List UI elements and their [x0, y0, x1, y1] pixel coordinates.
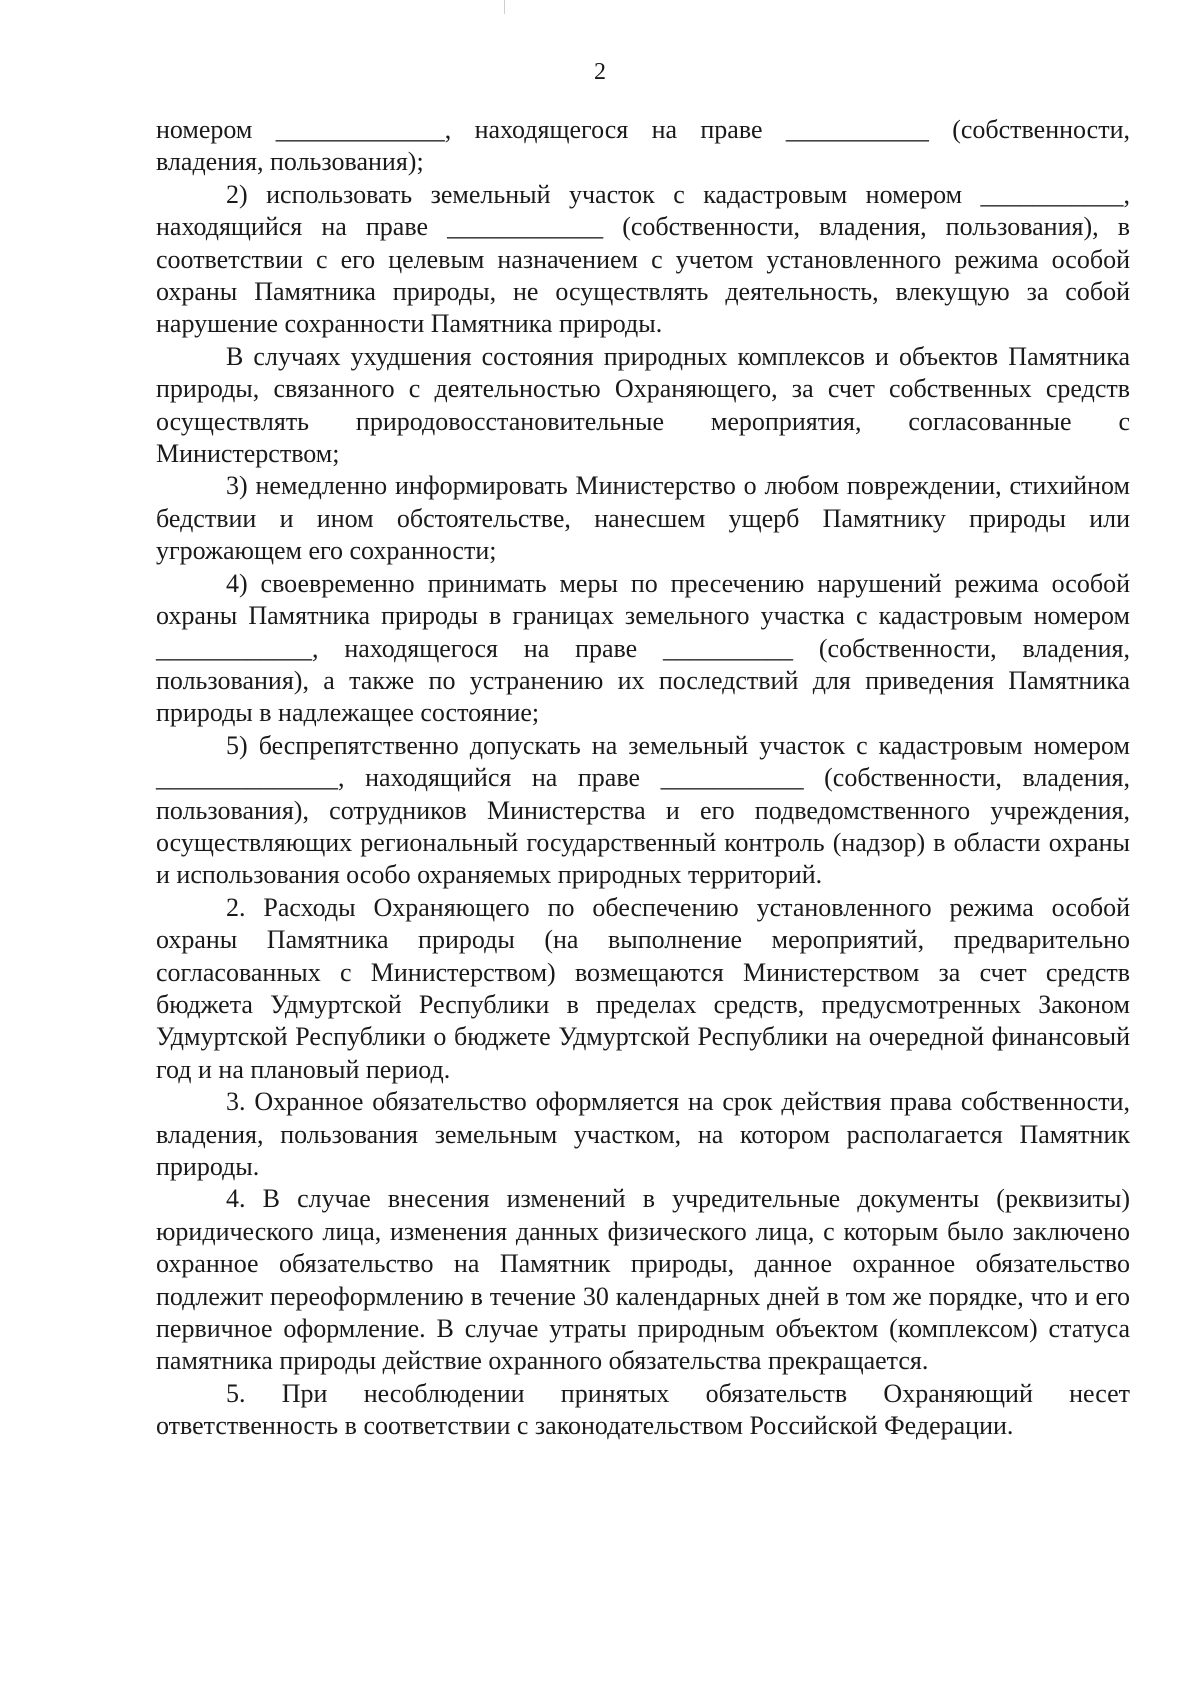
paragraph-damage-restoration: В случаях ухудшения состояния природных комплексов и объектов Памятника природы, связанного с деятельностью Охраняющего, за счет собственных средств осуществлять природовосстановительные мероприятия, согласованные с Министерством;	[156, 341, 1130, 469]
paragraph-section-3: 3. Охранное обязательство оформляется на срок действия права собственности, владения, пользования земельным участком, на котором располагается Памятник природы.	[156, 1087, 1130, 1181]
paragraph-item-5: 5) беспрепятственно допускать на земельный участок с кадастровым номером ______________, находящийся на праве ___________ (собственности, владения, пользования), сотрудников Министерства и его подведомственного учреждения, осуществляющих региональный государственный контроль (надзор) в области охраны и использования особо охраняемых природных территорий.	[156, 730, 1130, 890]
paragraph-item-2: 2) использовать земельный участок с кадастровым номером ___________, находящийся на праве ____________ (собственности, владения, пользования), в соответствии с его целевым назначением с учетом установленного режима особой охраны Памятника природы, не осуществлять деятельность, влекущую за собой нарушение сохранности Памятника природы.	[156, 179, 1130, 339]
paragraph-section-4: 4. В случае внесения изменений в учредительные документы (реквизиты) юридического лица, изменения данных физического лица, с которым было заключено охранное обязательство на Памятник природы, данное охранное обязательство подлежит переоформлению в течение 30 календарных дней в том же порядке, что и его первичное оформление. В случае утраты природным объектом (комплексом) статуса памятника природы действие охранного обязательства прекращается.	[156, 1184, 1130, 1376]
paragraph-item-3: 3) немедленно информировать Министерство о любом повреждении, стихийном бедствии и ином обстоятельстве, нанесшем ущерб Памятнику природы или угрожающем его сохранности;	[156, 471, 1130, 566]
scan-artifact-line	[504, 0, 505, 14]
page-number: 2	[594, 59, 606, 85]
paragraph-item-4: 4) своевременно принимать меры по пресечению нарушений режима особой охраны Памятника природы в границах земельного участка с кадастровым номером ____________, находящегося на праве __________ (собственности, владения, пользования), а также по устранению их последствий для приведения Памятника природы в надлежащее состояние;	[156, 568, 1130, 728]
document-body	[156, 114, 1130, 1443]
paragraph-continuation: номером _____________, находящегося на праве ___________ (собственности, владения, пользования);	[156, 115, 1130, 177]
paragraph-section-2: 2. Расходы Охраняющего по обеспечению установленного режима особой охраны Памятника природы (на выполнение мероприятий, предварительно согласованных с Министерством) возмещаются Министерством за счет средств бюджета Удмуртской Республики в пределах средств, предусмотренных Законом Удмуртской Республики о бюджете Удмуртской Республики на очередной финансовый год и на плановый период.	[156, 892, 1130, 1084]
paragraph-section-5: 5. При несоблюдении принятых обязательств Охраняющий несет ответственность в соответствии с законодательством Российской Федерации.	[156, 1378, 1130, 1441]
